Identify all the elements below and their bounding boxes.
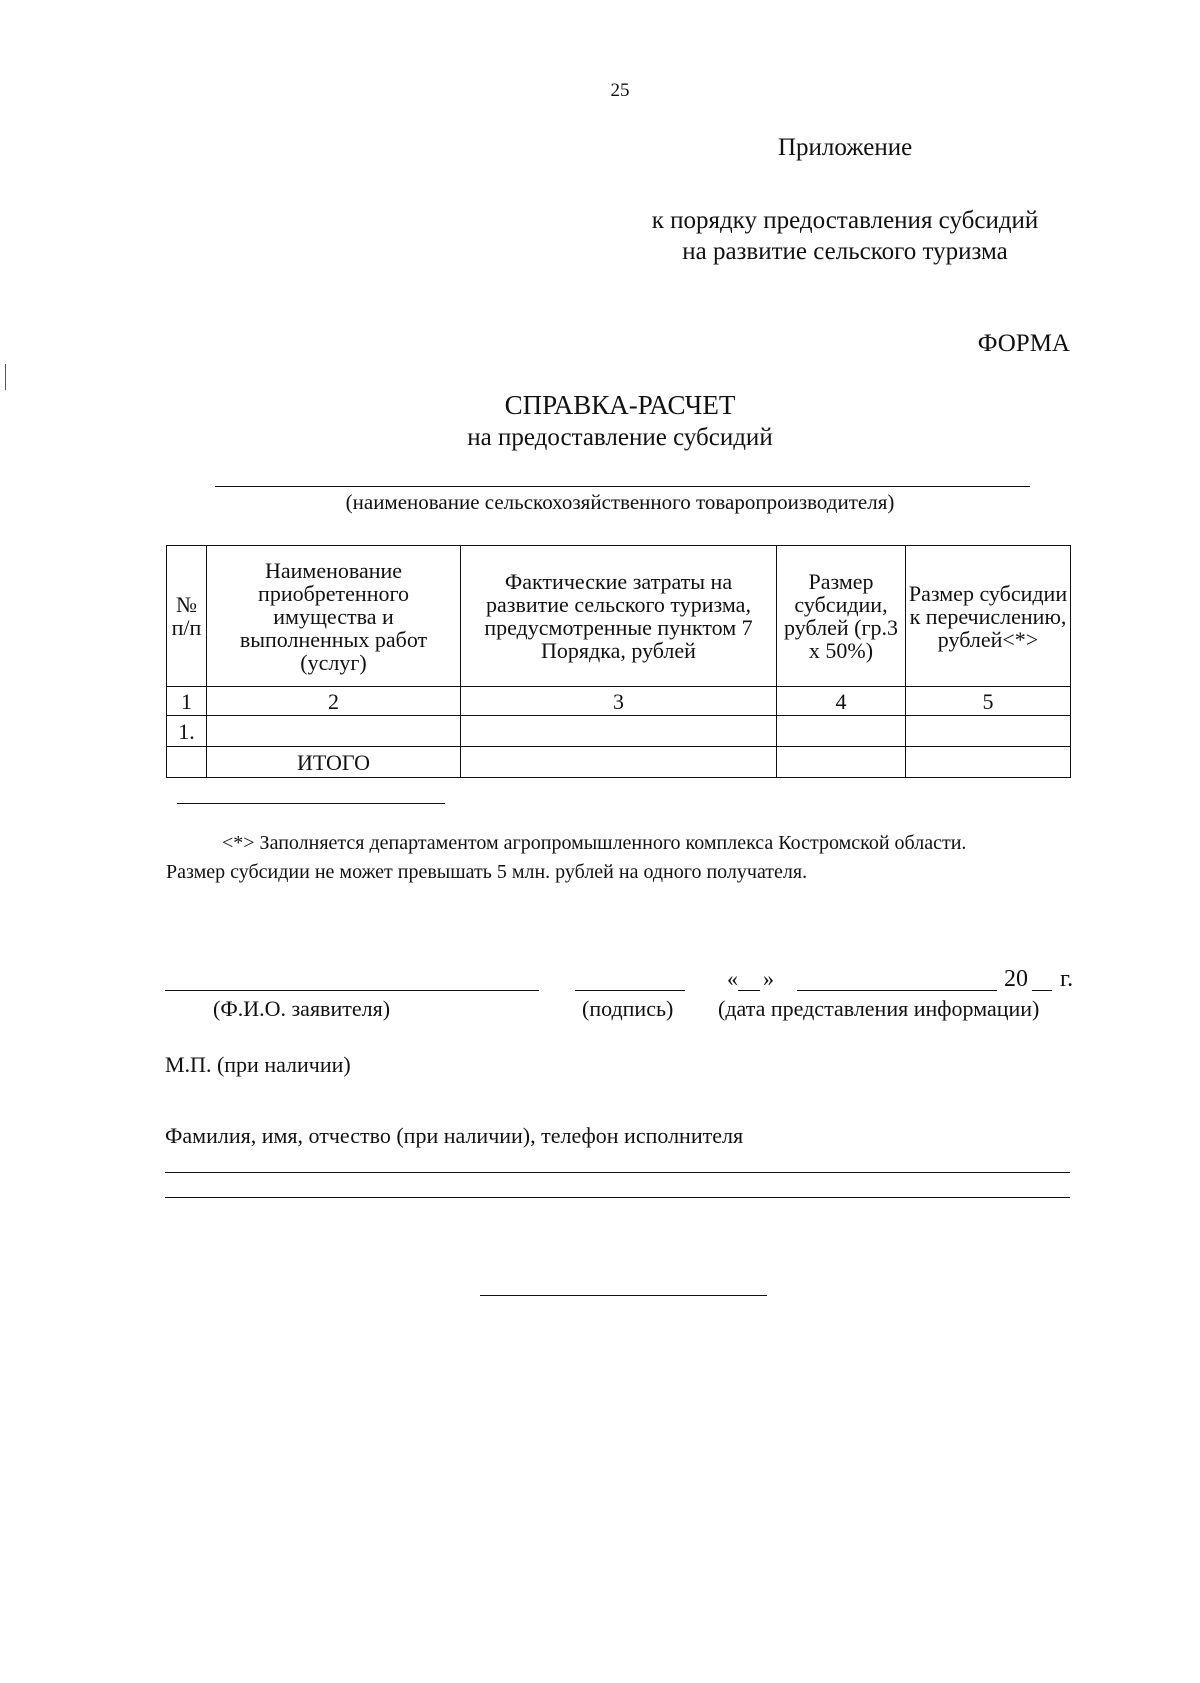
document-title: СПРАВКА-РАСЧЕТ — [504, 390, 736, 420]
column-number-cell: 2 — [207, 687, 461, 716]
header-cell-number: № п/п — [167, 546, 207, 687]
header-cell-subsidy-amount: Размер субсидии, рублей (гр.3 х 50%) — [777, 546, 906, 687]
table-cell — [167, 747, 207, 778]
applicant-name-line — [215, 486, 1030, 487]
applicant-name-caption: (наименование сельскохозяйственного товаропроизводителя) — [345, 490, 895, 514]
header-cell-item-name: Наименование приобретенного имущества и выполненных работ (услуг) — [207, 546, 461, 687]
appendix-subtitle — [600, 205, 1090, 267]
table-total-row — [167, 747, 1071, 778]
year-prefix: 20 — [1004, 966, 1028, 992]
table-cell — [207, 716, 461, 747]
appendix-subtitle-line-1: к порядку предоставления субсидий — [651, 207, 1039, 234]
table-column-number-row — [167, 687, 1071, 716]
date-open-quote: « — [727, 966, 738, 991]
column-number-cell: 4 — [777, 687, 906, 716]
table-row — [167, 716, 1071, 747]
footnote — [166, 829, 1082, 887]
date-month-line — [797, 990, 997, 991]
total-label-cell: ИТОГО — [207, 747, 461, 778]
column-number-cell: 3 — [461, 687, 777, 716]
table-cell — [906, 747, 1071, 778]
footnote-line-1: <*> Заполняется департаментом агропромышленного комплекса Костромской области. — [222, 832, 967, 854]
document-subtitle: на предоставление субсидий — [467, 424, 773, 451]
table-header-row — [167, 546, 1071, 687]
appendix-title: Приложение — [778, 134, 913, 161]
table-cell — [461, 747, 777, 778]
footnote-line-2: Размер субсидии не может превышать 5 млн. рублей на одного получателя. — [166, 861, 808, 883]
table-cell — [906, 716, 1071, 747]
year-suffix: г. — [1060, 966, 1074, 992]
table-cell — [461, 716, 777, 747]
header-cell-subsidy-transfer: Размер субсидии к перечислению, рублей<*> — [906, 546, 1071, 687]
table-cell — [777, 747, 906, 778]
end-separator-line — [480, 1295, 767, 1296]
year-line — [1032, 990, 1052, 991]
applicant-name-signature-line — [165, 990, 539, 991]
table-cell: 1. — [167, 716, 207, 747]
date-day-line — [738, 990, 760, 991]
date-close-quote: » — [763, 966, 774, 991]
signature-caption: (подпись) — [582, 996, 674, 1021]
header-cell-actual-costs: Фактические затраты на развитие сельского туризма, предусмотренные пунктом 7 Порядка, рублей — [461, 546, 777, 687]
executor-line-1 — [165, 1172, 1070, 1173]
margin-mark — [5, 364, 6, 390]
appendix-subtitle-line-2: на развитие сельского туризма — [682, 238, 1008, 265]
form-label: ФОРМА — [977, 330, 1070, 357]
footnote-separator — [177, 803, 445, 804]
stamp-label: М.П. (при наличии) — [165, 1052, 351, 1077]
column-number-cell: 5 — [906, 687, 1071, 716]
executor-label: Фамилия, имя, отчество (при наличии), телефон исполнителя — [165, 1123, 744, 1148]
column-number-cell: 1 — [167, 687, 207, 716]
table-cell — [777, 716, 906, 747]
signature-line — [575, 990, 685, 991]
calculation-table — [166, 545, 1071, 778]
page-number: 25 — [610, 80, 630, 101]
executor-line-2 — [165, 1197, 1070, 1198]
date-caption: (дата представления информации) — [718, 996, 1040, 1021]
applicant-name-caption-signature: (Ф.И.О. заявителя) — [213, 996, 391, 1021]
